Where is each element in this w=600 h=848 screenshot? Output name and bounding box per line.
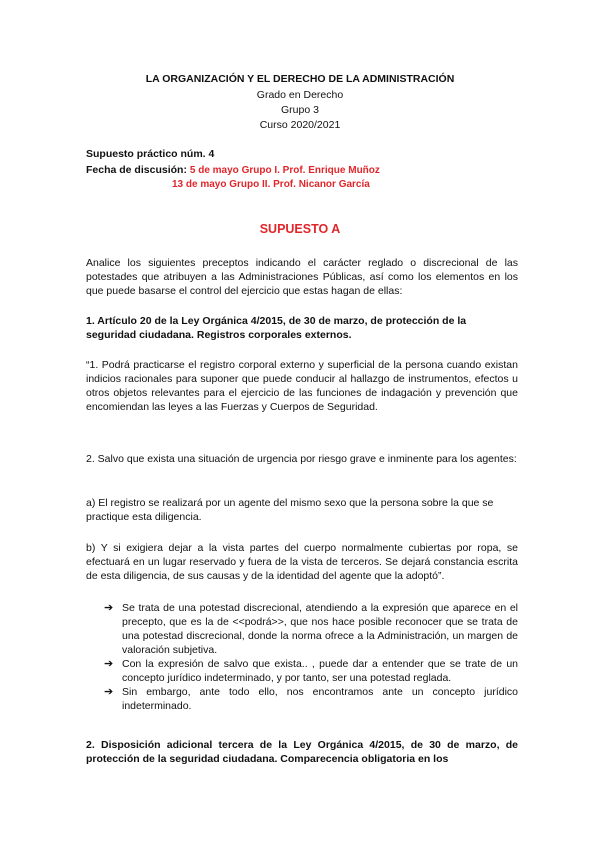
discussion-date-2: 13 de mayo Grupo II. Prof. Nicanor García bbox=[172, 179, 370, 190]
item1-paragraph-1: “1. Podrá practicarse el registro corporal externo y superficial de la persona cuando existan indicios racionales para suponer que puede conducir al hallazgo de instrumentos, efectos u otros objetos relevantes para el ejercicio de las funciones de indagación y prevención que encomiendan las leyes a las Fuerzas y Cuerpos de Seguridad. bbox=[86, 359, 518, 413]
case-number: Supuesto práctico núm. 4 bbox=[86, 148, 215, 160]
item1-paragraph-4: b) Y si exigiera dejar a la vista partes del cuerpo normalmente cubiertas por ropa, se efectuará en un lugar reservado y fuera de la vista de terceros. Se dejará constancia escrita de esta diligencia, de sus causas y de la identidad del agente que la adoptó”. bbox=[86, 542, 518, 582]
analysis-bullet-text: Con la expresión de salvo que exista.. , puede dar a entender que se trate de un concepto jurídico indeterminado, y por tanto, ser una potestad reglada. bbox=[122, 658, 518, 684]
discussion-date-1: 5 de mayo Grupo I. Prof. Enrique Muñoz bbox=[189, 165, 380, 176]
item1-heading: 1. Artículo 20 de la Ley Orgánica 4/2015, de 30 de marzo, de protección de la seguridad ciudadana. Registros corporales externos. bbox=[86, 315, 467, 341]
arrow-icon: ➔ bbox=[104, 686, 114, 698]
analysis-bullet bbox=[104, 601, 518, 657]
analysis-bullet bbox=[104, 685, 518, 713]
group-line: Grupo 3 bbox=[281, 104, 319, 116]
discussion-date-row bbox=[86, 163, 380, 178]
degree-line: Grado en Derecho bbox=[256, 89, 344, 101]
analysis-bullet bbox=[104, 657, 518, 685]
document-title: LA ORGANIZACIÓN Y EL DERECHO DE LA ADMINISTRACIÓN bbox=[145, 73, 455, 85]
analysis-bullet-text: Sin embargo, ante todo ello, nos encontramos ante un concepto jurídico indeterminado. bbox=[122, 686, 518, 712]
course-line: Curso 2020/2021 bbox=[259, 119, 341, 131]
item1-paragraph-2: 2. Salvo que exista una situación de urgencia por riesgo grave e inminente para los agentes: bbox=[86, 453, 517, 465]
item2-heading: 2. Disposición adicional tercera de la Ley Orgánica 4/2015, de 30 de marzo, de protección de la seguridad ciudadana. Comparecencia obligatoria en los bbox=[86, 739, 518, 765]
arrow-icon: ➔ bbox=[104, 602, 114, 614]
intro-paragraph: Analice los siguientes preceptos indicando el carácter reglado o discrecional de las potestades que atribuyen a las Administraciones Públicas, así como los elementos en los que puede basarse el control del ejercicio que estas hagan de ellas: bbox=[86, 257, 518, 297]
item1-paragraph-3: a) El registro se realizará por un agente del mismo sexo que la persona sobre la que se practique esta diligencia. bbox=[86, 497, 494, 523]
analysis-bullet-list bbox=[104, 601, 518, 713]
arrow-icon: ➔ bbox=[104, 658, 114, 670]
section-title: SUPUESTO A bbox=[259, 222, 341, 236]
analysis-bullet-text: Se trata de una potestad discrecional, atendiendo a la expresión que aparece en el precepto, que es la de <<podrá>>, que nos hace posible reconocer que se trata de una potestad discrecional, donde la norma ofrece a la Administración, un margen de valoración subjetiva. bbox=[122, 602, 518, 656]
discussion-date-label: Fecha de discusión: bbox=[86, 164, 187, 176]
